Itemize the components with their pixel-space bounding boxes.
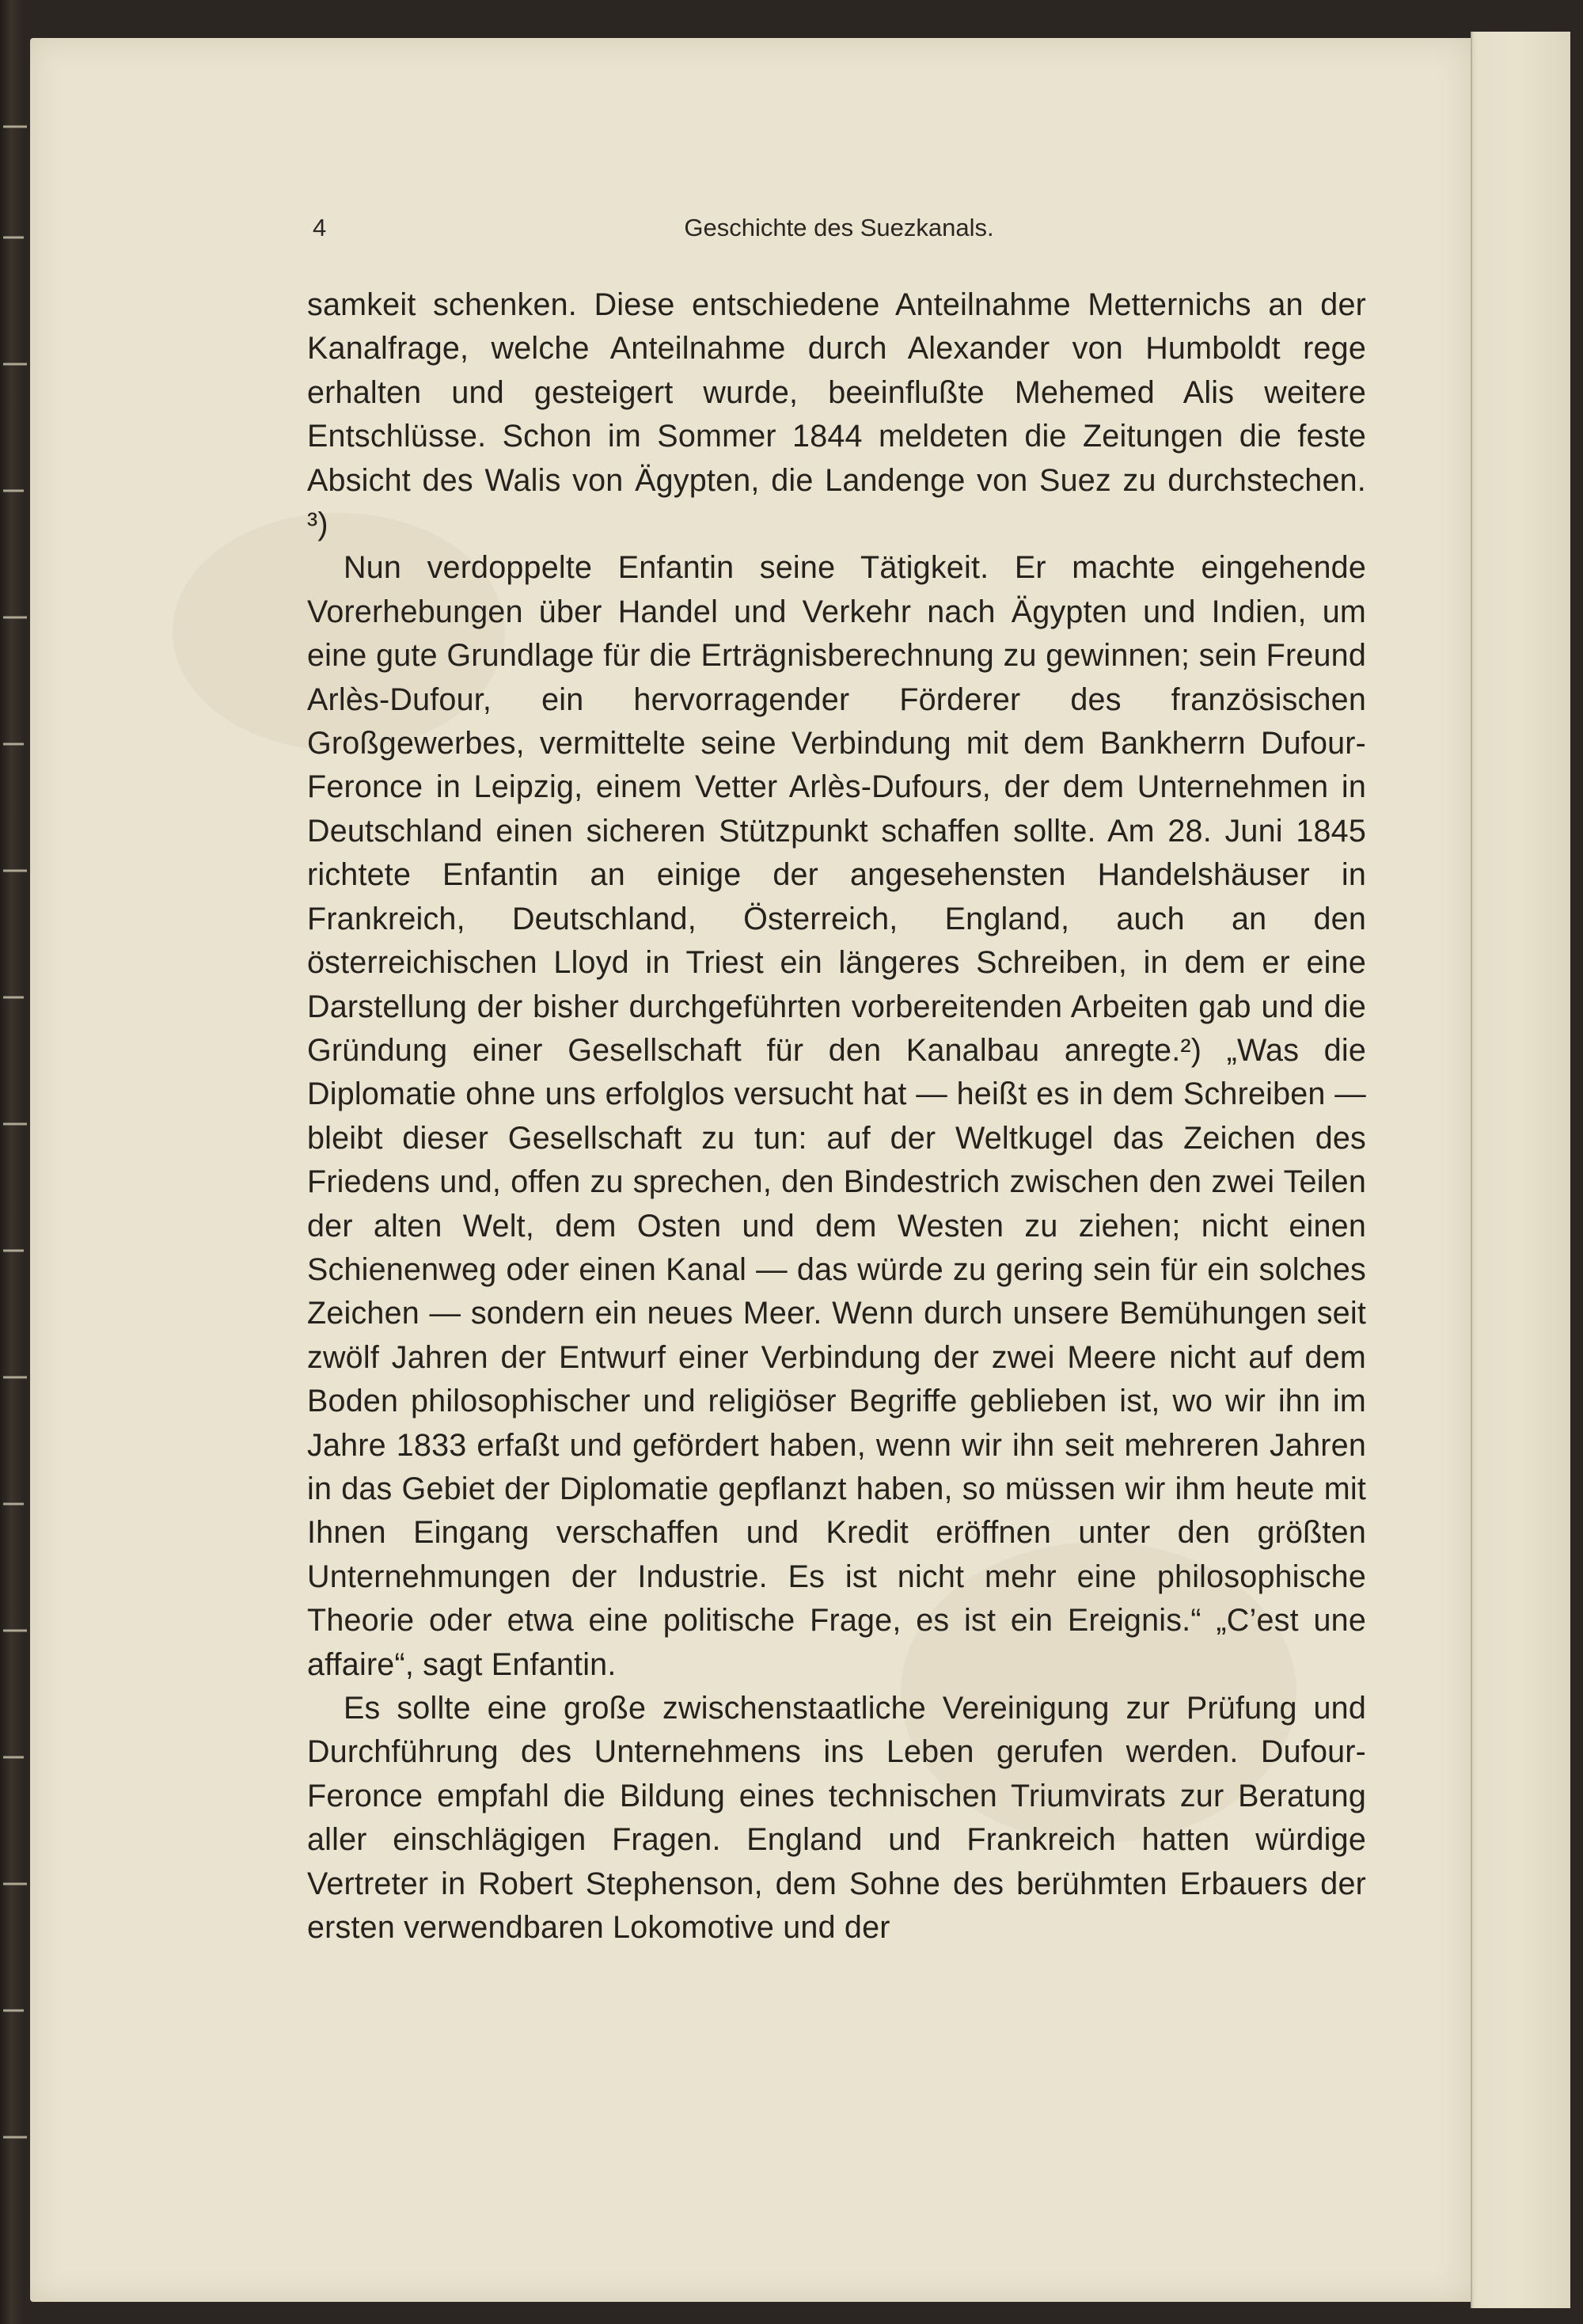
paragraph: Nun verdoppelte Enfantin seine Tätigkeit. Er machte eingehende Vorerhebungen über Handel und Verkehr nach Ägypten und Indien, um eine gute Grundlage für die Erträgnisberechnung zu gewinnen; sein Freund Arlès-Dufour, ein hervorragender Förderer des französischen Großgewerbes, vermittelte seine Verbindung mit dem Bankherrn Dufour-Feronce in Leipzig, einem Vetter Arlès-Dufours, der dem Unternehmen in Deutschland einen sicheren Stützpunkt schaffen sollte. Am 28. Juni 1845 richtete Enfantin an einige der angesehensten Handelshäuser in Frankreich, Deutschland, Österreich, England, auch an den österreichischen Lloyd in Triest ein längeres Schreiben, in dem er eine Darstellung der bisher durchgeführten vorbereitenden Arbeiten gab und die Gründung einer Gesellschaft für den Kanalbau anregte.²) „Was die Diplomatie ohne uns erfolglos versucht hat — heißt es in dem Schreiben — bleibt dieser Gesellschaft zu tun: auf der Weltkugel das Zeichen des Friedens und, offen zu sprechen, den Bindestrich zwischen den zwei Teilen der alten Welt, dem Osten und dem Westen zu ziehen; nicht einen Schienenweg oder einen Kanal — das würde zu gering sein für ein solches Zeichen — sondern ein neues Meer. Wenn durch unsere Bemühungen seit zwölf Jahren der Entwurf einer Verbindung der zwei Meere nicht auf dem Boden philosophischer und religiöser Begriffe geblieben ist, wo wir ihn im Jahre 1833 erfaßt und gefördert haben, wenn wir ihn seit mehreren Jahren in das Gebiet der Diplomatie gepflanzt haben, so müssen wir ihm heute mit Ihnen Eingang verschaffen und Kredit eröffnen unter den größten Unternehmungen der Industrie. Es ist nicht mehr eine philosophische Theorie oder etwa eine politische Frage, es ist ein Ereignis.“ „C’est une affaire“, sagt Enfantin. (307, 550, 1366, 1682)
page-number: 4 (313, 214, 327, 241)
paragraph: Es sollte eine große zwischenstaatliche Vereinigung zur Prüfung und Durchführung des Unternehmens ins Leben gerufen werden. Dufour-Feronce empfahl die Bildung eines technischen Triumvirats zur Beratung aller einschlägigen Fragen. England und Frankreich hatten würdige Vertreter in Robert Stephenson, dem Sohne des berühmten Erbauers der ersten verwendbaren Lokomotive und der (307, 1691, 1366, 1946)
next-page-edge (1471, 32, 1570, 2308)
page-header (313, 214, 1365, 245)
binding-stitches (0, 0, 32, 2324)
paragraph: samkeit schenken. Diese entschiedene Anteilnahme Metternichs an der Kanalfrage, welche Anteilnahme durch Alexander von Humboldt rege erhalten und gesteigert wurde, beeinflußte Mehemed Alis weitere Entschlüsse. Schon im Sommer 1844 meldeten die Zeitungen die feste Absicht des Walis von Ägypten, die Landenge von Suez zu durchstechen. ³) (307, 287, 1366, 542)
body-text (307, 283, 1366, 1950)
running-title: Geschichte des Suezkanals. (684, 214, 994, 241)
